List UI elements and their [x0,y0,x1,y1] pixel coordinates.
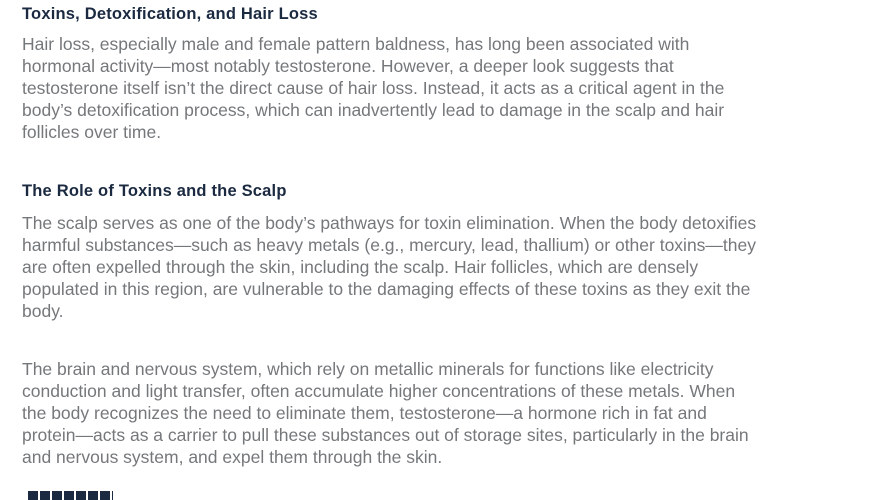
paragraph [22,358,852,468]
paragraph [22,212,852,322]
paragraph-line: conduction and light transfer, often accumulate higher concentrations of these metals. When [22,381,736,401]
paragraph-line: are often expelled through the skin, including the scalp. Hair follicles, which are densely [22,257,699,277]
paragraph-line: hormonal activity—most notably testosterone. However, a deeper look suggests that [22,56,674,76]
section-heading-toxins-detox-hair-loss: Toxins, Detoxification, and Hair Loss [22,5,318,23]
paragraph-line: and nervous system, and expel them through the skin. [22,447,443,467]
section-heading-role-of-toxins-scalp: The Role of Toxins and the Scalp [22,182,287,200]
paragraph-line: protein—acts as a carrier to pull these substances out of storage sites, particularly in the brain [22,425,749,445]
paragraph-line: body’s detoxification process, which can inadvertently lead to damage in the scalp and hair [22,100,725,120]
paragraph-line: the body recognizes the need to eliminate them, testosterone—a hormone rich in fat and [22,403,707,423]
paragraph-line: body. [22,301,64,321]
paragraph-line: The brain and nervous system, which rely on metallic minerals for functions like electricity [22,359,714,379]
paragraph-line: testosterone itself isn’t the direct cause of hair loss. Instead, it acts as a critical agent in the [22,78,725,98]
paragraph-line: populated in this region, are vulnerable to the damaging effects of these toxins as they exit the [22,279,751,299]
paragraph [22,33,852,143]
paragraph-line: follicles over time. [22,122,162,142]
paragraph-line: Hair loss, especially male and female pattern baldness, has long been associated with [22,34,690,54]
article-content [22,0,852,468]
clipped-next-heading-fragment [28,491,113,500]
paragraph-line: harmful substances—such as heavy metals (e.g., mercury, lead, thallium) or other toxins—they [22,235,757,255]
paragraph-line: The scalp serves as one of the body’s pathways for toxin elimination. When the body detoxifies [22,213,757,233]
